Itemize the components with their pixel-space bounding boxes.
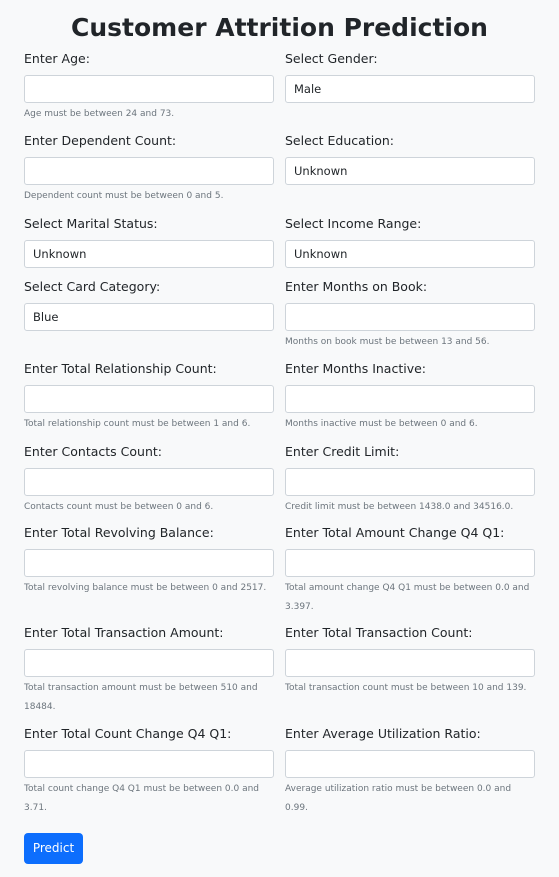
transaction-count-input[interactable] [285,649,535,677]
contacts-count-label: Enter Contacts Count: [24,444,162,459]
count-change-label: Enter Total Count Change Q4 Q1: [24,726,232,741]
months-inactive-field-group [285,360,535,434]
contacts-count-hint: Contacts count must be between 0 and 6. [24,502,214,512]
amount-change-hint: Total amount change Q4 Q1 must be between 0.0 and 3.397. [285,583,530,612]
utilization-ratio-hint: Average utilization ratio must be between 0.0 and 0.99. [285,784,512,813]
revolving-balance-label: Enter Total Revolving Balance: [24,525,214,540]
income-range-select[interactable]: Unknown [285,240,535,268]
months-inactive-hint: Months inactive must be between 0 and 6. [285,419,478,429]
transaction-amount-field-group [24,624,274,717]
contacts-count-field-group [24,443,274,517]
months-inactive-input[interactable] [285,385,535,413]
dependent-count-label: Enter Dependent Count: [24,133,177,148]
age-label: Enter Age: [24,51,90,66]
predict-button[interactable]: Predict [24,833,83,864]
marital-status-label: Select Marital Status: [24,216,158,231]
education-field-group [285,132,535,185]
education-label: Select Education: [285,133,394,148]
page-title: Customer Attrition Prediction [71,13,488,42]
contacts-count-input[interactable] [24,468,274,496]
amount-change-field-group [285,524,535,617]
gender-select[interactable]: Male [285,75,535,103]
age-hint: Age must be between 24 and 73. [24,109,175,119]
relationship-count-label: Enter Total Relationship Count: [24,361,217,376]
relationship-count-input[interactable] [24,385,274,413]
marital-status-select[interactable]: Unknown [24,240,274,268]
months-on-book-label: Enter Months on Book: [285,279,428,294]
card-category-select[interactable]: Blue [24,303,274,331]
education-select[interactable]: Unknown [285,157,535,185]
relationship-count-field-group [24,360,274,434]
utilization-ratio-input[interactable] [285,750,535,778]
card-category-field-group [24,278,274,331]
transaction-amount-input[interactable] [24,649,274,677]
revolving-balance-field-group [24,524,274,598]
income-range-field-group [285,215,535,268]
utilization-ratio-label: Enter Average Utilization Ratio: [285,726,481,741]
transaction-count-field-group [285,624,535,698]
income-range-label: Select Income Range: [285,216,422,231]
age-input[interactable] [24,75,274,103]
revolving-balance-hint: Total revolving balance must be between 0 and 2517. [24,583,267,593]
months-inactive-label: Enter Months Inactive: [285,361,427,376]
count-change-field-group [24,725,274,818]
transaction-count-hint: Total transaction count must be between 10 and 139. [285,683,527,693]
age-field-group [24,50,274,124]
transaction-amount-label: Enter Total Transaction Amount: [24,625,224,640]
gender-label: Select Gender: [285,51,378,66]
dependent-count-input[interactable] [24,157,274,185]
marital-status-field-group [24,215,274,268]
amount-change-label: Enter Total Amount Change Q4 Q1: [285,525,505,540]
revolving-balance-input[interactable] [24,549,274,577]
transaction-count-label: Enter Total Transaction Count: [285,625,473,640]
credit-limit-field-group [285,443,535,517]
months-on-book-input[interactable] [285,303,535,331]
months-on-book-field-group [285,278,535,352]
utilization-ratio-field-group [285,725,535,818]
count-change-hint: Total count change Q4 Q1 must be between 0.0 and 3.71. [24,784,260,813]
credit-limit-label: Enter Credit Limit: [285,444,400,459]
dependent-count-hint: Dependent count must be between 0 and 5. [24,191,224,201]
gender-field-group [285,50,535,103]
transaction-amount-hint: Total transaction amount must be between 510 and 18484. [24,683,258,712]
count-change-input[interactable] [24,750,274,778]
dependent-count-field-group [24,132,274,206]
credit-limit-input[interactable] [285,468,535,496]
credit-limit-hint: Credit limit must be between 1438.0 and 34516.0. [285,502,514,512]
card-category-label: Select Card Category: [24,279,161,294]
relationship-count-hint: Total relationship count must be between 1 and 6. [24,419,251,429]
months-on-book-hint: Months on book must be between 13 and 56. [285,337,490,347]
amount-change-input[interactable] [285,549,535,577]
